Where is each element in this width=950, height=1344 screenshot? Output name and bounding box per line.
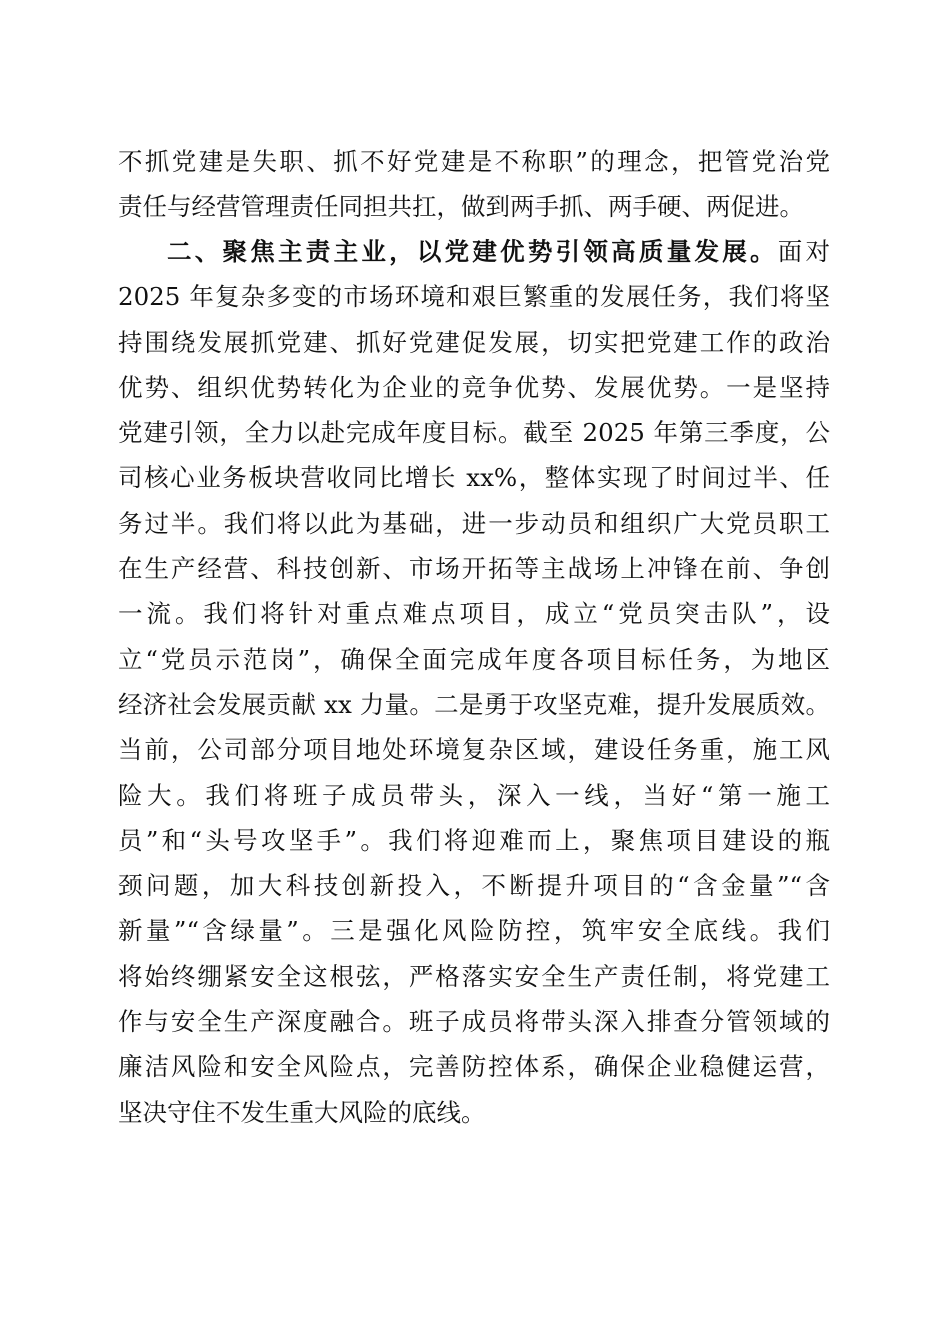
text-line: 务过半。我们将以此为基础，进一步动员和组织广大党员职工: [118, 508, 830, 538]
text-line: 一流。我们将针对重点难点项目，成立“党员突击队”，设: [118, 599, 830, 629]
text-line: 经济社会发展贡献 xx 力量。二是勇于攻坚克难，提升发展质效。: [118, 689, 830, 719]
paragraph-2: [118, 229, 830, 1135]
text-line: 2025 年复杂多变的市场环境和艰巨繁重的发展任务，我们将坚: [118, 282, 830, 312]
text-line: 立“党员示范岗”，确保全面完成年度各项目标任务，为地区: [118, 644, 830, 674]
heading-line-rest: 面对: [777, 237, 831, 266]
text-line: 责任与经营管理责任同担共扛，做到两手抓、两手硬、两促进。: [118, 192, 804, 222]
paragraph-heading-line: [118, 229, 830, 274]
text-line: 将始终绷紧安全这根弦，严格落实安全生产责任制，将党建工: [118, 961, 830, 991]
text-line: 司核心业务板块营收同比增长 xx%，整体实现了时间过半、任: [118, 463, 830, 493]
text-line: 当前，公司部分项目地处环境复杂区域，建设任务重，施工风: [118, 735, 830, 765]
text-line: 不抓党建是失职、抓不好党建是不称职”的理念，把管党治党: [118, 147, 830, 176]
section-heading: 二、聚焦主责主业，以党建优势引领高质量发展。: [167, 237, 778, 266]
text-line: 坚决守住不发生重大风险的底线。: [118, 1097, 486, 1127]
text-line: 党建引领，全力以赴完成年度目标。截至 2025 年第三季度，公: [118, 418, 830, 448]
text-line: 在生产经营、科技创新、市场开拓等主战场上冲锋在前、争创: [118, 554, 830, 584]
paragraph-1: [118, 139, 830, 230]
text-line: 廉洁风险和安全风险点，完善防控体系，确保企业稳健运营，: [118, 1052, 830, 1082]
text-line: 颈问题，加大科技创新投入，不断提升项目的“含金量”“含: [118, 871, 830, 901]
text-line: 险大。我们将班子成员带头，深入一线，当好“第一施工: [118, 780, 830, 810]
text-line: 员”和“头号攻坚手”。我们将迎难而上，聚焦项目建设的瓶: [118, 825, 830, 855]
text-line: 新量”“含绿量”。三是强化风险防控，筑牢安全底线。我们: [118, 916, 830, 946]
text-line: 持围绕发展抓党建、抓好党建促发展，切实把党建工作的政治: [118, 327, 830, 357]
text-line: 作与安全生产深度融合。班子成员将带头深入排查分管领域的: [118, 1007, 830, 1037]
text-line: 优势、组织优势转化为企业的竞争优势、发展优势。一是坚持: [118, 372, 830, 402]
